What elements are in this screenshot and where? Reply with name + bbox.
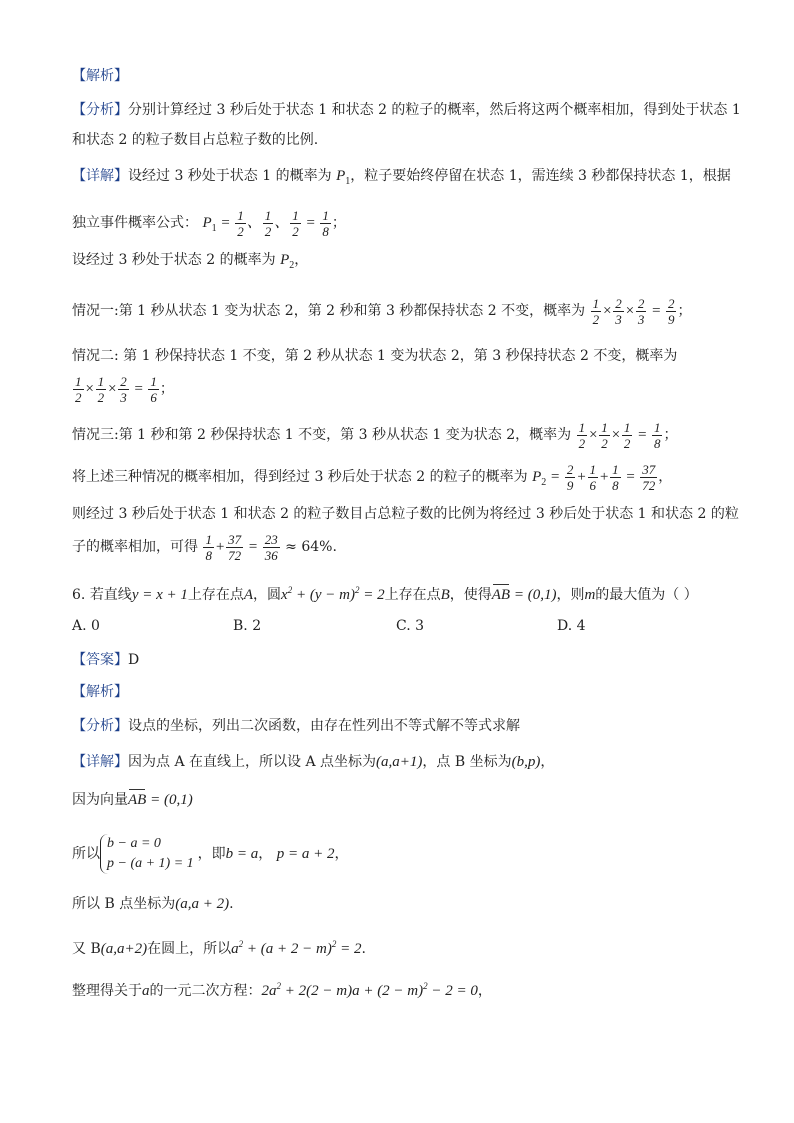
case-2-text: 情况二: 第 1 秒保持状态 1 不变，第 2 秒从状态 1 变为状态 2，第 3 秒保持状态 2 不变，概率为 bbox=[72, 348, 678, 364]
question-text: 上存在点 bbox=[384, 587, 441, 603]
math-a-coord: (a,a+1) bbox=[376, 754, 423, 770]
math-vector: AB = (0,1) bbox=[128, 792, 193, 808]
solution-text: ，点 B 坐标为 bbox=[422, 754, 512, 770]
math-circle-sub: $a^2 + (a + 2 - m)^2 = 2$ bbox=[231, 939, 362, 957]
option-c: C. 3 bbox=[396, 618, 425, 634]
solution-fx-tag: 【分析】 bbox=[72, 718, 128, 734]
question-text: 若直线 bbox=[89, 587, 132, 603]
conclusion-line-2: 子的概率相加，可得 $\frac{1}{8}$ + $\frac{37}{72}$ = $\frac{23}{36}$ ≈ 64%. bbox=[72, 532, 337, 564]
option-a: A. 0 bbox=[72, 618, 100, 634]
detail-text: 设经过 3 秒处于状态 2 的概率为 bbox=[72, 252, 276, 268]
math-line-eq: y = x + 1 bbox=[131, 587, 188, 603]
question-text: ，使得 bbox=[449, 587, 492, 603]
solution-analysis-tag: 【解析】 bbox=[72, 684, 128, 700]
solution-xj-tag: 【详解】 bbox=[72, 754, 128, 770]
math-conclusion: $\frac{1}{8}$ + $\frac{37}{72}$ = $\frac{23}{36}$ bbox=[205, 532, 278, 564]
solution-text: 所以 B 点坐标为 bbox=[72, 896, 176, 912]
solution-line-2 bbox=[72, 790, 724, 810]
math-case-1: $\frac{1}{2}$ × $\frac{2}{3}$ × $\frac{2}{3}$ = $\frac{2}{9}$ bbox=[592, 296, 675, 328]
question-text: 上存在点 bbox=[187, 587, 244, 603]
math-a: a bbox=[142, 983, 150, 999]
answer-tag: 【答案】 bbox=[72, 652, 128, 668]
answer-value: D bbox=[128, 652, 140, 668]
analysis-fx-tag: 【分析】 bbox=[72, 102, 128, 118]
math-point-b: B bbox=[440, 587, 450, 603]
solution-line-3: 所以b − a = 0 p − (a + 1) = 1，即b = a， p = a + 2， bbox=[72, 834, 724, 874]
conclusion-text: 则经过 3 秒后处于状态 1 和状态 2 的粒子数目占总粒子数的比例为将经过 3 秒后处于状态 1 和状态 2 的粒 bbox=[72, 506, 739, 522]
solution-fx-line bbox=[72, 716, 724, 736]
analysis-text: 和状态 2 的粒子数目占总粒子数的比例. bbox=[72, 132, 319, 148]
detail-tag: 【详解】 bbox=[72, 168, 128, 184]
sum-text: 将上述三种情况的概率相加，得到经过 3 秒后处于状态 2 的粒子的概率为 bbox=[72, 469, 528, 485]
option-b: B. 2 bbox=[233, 618, 262, 634]
math-point-a: A bbox=[243, 587, 254, 603]
solution-text: 的一元二次方程： bbox=[149, 983, 262, 999]
case-3-text: 情况三:第 1 秒和第 2 秒保持状态 1 不变，第 3 秒从状态 1 变为状态 2，概率为 bbox=[72, 427, 572, 443]
solution-line-4: 所以 B 点坐标为(a,a + 2). bbox=[72, 896, 234, 912]
question-text: 的最大值为（ ） bbox=[595, 587, 698, 603]
question-text: ，则 bbox=[556, 587, 585, 603]
solution-line-1: 【详解】因为点 A 在直线上，所以设 A 点坐标为(a,a+1)，点 B 坐标为(b,p)， bbox=[72, 754, 555, 770]
question-text: ，圆 bbox=[253, 587, 282, 603]
math-b-coord: (b,p) bbox=[511, 754, 541, 770]
math-p2: $P_2$ bbox=[280, 252, 295, 271]
solution-text: 因为向量 bbox=[72, 792, 128, 808]
math-b-point: (a,a + 2) bbox=[175, 896, 230, 912]
detail-line-2: 独立事件概率公式： $P_1$ = $\frac{1}{2}$ 、 $\frac{1}{2}$ 、 $\frac{1}{2}$ = $\frac{1}{8}$ ； bbox=[72, 208, 346, 240]
math-sum: $P_2$ = $\frac{2}{9}$ + $\frac{1}{6}$ + $\frac{1}{8}$ = $\frac{37}{72}$ bbox=[532, 462, 656, 494]
analysis-paragraph-line-1 bbox=[72, 100, 741, 120]
solution-analysis-heading bbox=[72, 682, 724, 702]
solution-line-5: 又 B(a,a+2)在圆上，所以$a^2 + (a + 2 - m)^2 = 2$. bbox=[72, 939, 366, 957]
math-p1-formula: $P_1$ = $\frac{1}{2}$ 、 $\frac{1}{2}$ 、 $\frac{1}{2}$ = $\frac{1}{8}$ bbox=[202, 208, 329, 240]
analysis-paragraph-line-2 bbox=[72, 130, 724, 150]
math-b-eq-a: b = a bbox=[225, 846, 259, 862]
detail-text: 设经过 3 秒处于状态 1 的概率为 bbox=[128, 168, 332, 184]
sum-line: 将上述三种情况的概率相加，得到经过 3 秒后处于状态 2 的粒子的概率为 $P_2$ = $\frac{2}{9}$ + $\frac{1}{6}$ + $\frac{1}{8}$ = $\frac{37}{72}$ ， bbox=[72, 462, 673, 494]
math-vector-ab: AB = (0,1) bbox=[491, 587, 557, 603]
detail-text: ，粒子要始终停留在状态 1，需连续 3 秒都保持状态 1，根据 bbox=[350, 168, 731, 184]
conclusion-text: 子的概率相加，可得 bbox=[72, 539, 198, 555]
approx-value: ≈ 64% bbox=[285, 539, 333, 555]
math-p-eq: p = a + 2 bbox=[276, 846, 335, 862]
solution-text: ，即 bbox=[197, 846, 226, 862]
math-system: b − a = 0 p − (a + 1) = 1 bbox=[100, 834, 198, 874]
math-m: m bbox=[584, 587, 596, 603]
solution-line-6: 整理得关于a的一元二次方程：$2a^2 + 2(2 - m)a + (2 - m)^2 - 2 = 0$， bbox=[72, 981, 492, 999]
conclusion-line-1 bbox=[72, 504, 739, 524]
solution-text: 因为点 A 在直线上，所以设 A 点坐标为 bbox=[128, 754, 377, 770]
analysis-heading bbox=[72, 66, 724, 86]
solution-text: 在圆上，所以 bbox=[147, 941, 232, 957]
option-d: D. 4 bbox=[557, 618, 586, 634]
math-quadratic: $2a^2 + 2(2 - m)a + (2 - m)^2 - 2 = 0$ bbox=[261, 981, 478, 999]
detail-line-1 bbox=[72, 166, 731, 192]
math-p1: $P_1$ bbox=[336, 168, 351, 187]
solution-text: 所以 bbox=[72, 846, 100, 862]
math-case-2: $\frac{1}{2}$ × $\frac{1}{2}$ × $\frac{2}{3}$ = $\frac{1}{6}$ bbox=[75, 374, 157, 406]
analysis-tag: 【解析】 bbox=[72, 68, 128, 84]
detail-line-3: 设经过 3 秒处于状态 2 的概率为 $P_2$， bbox=[72, 252, 309, 271]
case-2-line bbox=[72, 346, 724, 366]
case-3-line: 情况三:第 1 秒和第 2 秒保持状态 1 不变，第 3 秒从状态 1 变为状态 2，概率为 $\frac{1}{2}$ × $\frac{1}{2}$ × $\frac{1}{2}$ = $\frac{1}{8}$ ； bbox=[72, 420, 678, 452]
math-circle-eq: $x^2 + (y - m)^2 = 2$ bbox=[281, 585, 385, 603]
detail-text: 独立事件概率公式： bbox=[72, 215, 198, 231]
question-number: 6. bbox=[72, 587, 86, 603]
answer-line bbox=[72, 650, 724, 670]
analysis-text: 分别计算经过 3 秒后处于状态 1 和状态 2 的粒子的概率，然后将这两个概率相加，得到处于状态 1 bbox=[128, 102, 741, 118]
math-case-3: $\frac{1}{2}$ × $\frac{1}{2}$ × $\frac{1}{2}$ = $\frac{1}{8}$ bbox=[578, 420, 661, 452]
question-6 bbox=[72, 580, 724, 605]
solution-fx-text: 设点的坐标，列出二次函数，由存在性列出不等式解不等式求解 bbox=[128, 718, 520, 734]
case-1-line: 情况一:第 1 秒从状态 1 变为状态 2，第 2 秒和第 3 秒都保持状态 2 不变，概率为 $\frac{1}{2}$ × $\frac{2}{3}$ × $\frac{2}{3}$ = $\frac{2}{9}$ ； bbox=[72, 296, 692, 328]
case-2-formula-line: $\frac{1}{2}$ × $\frac{1}{2}$ × $\frac{2}{3}$ = $\frac{1}{6}$ ； bbox=[72, 372, 724, 406]
solution-text: 又 B bbox=[72, 941, 101, 957]
case-1-text: 情况一:第 1 秒从状态 1 变为状态 2，第 2 秒和第 3 秒都保持状态 2 不变，概率为 bbox=[72, 303, 586, 319]
math-b-point-2: (a,a+2) bbox=[100, 941, 148, 957]
solution-text: 整理得关于 bbox=[72, 983, 142, 999]
